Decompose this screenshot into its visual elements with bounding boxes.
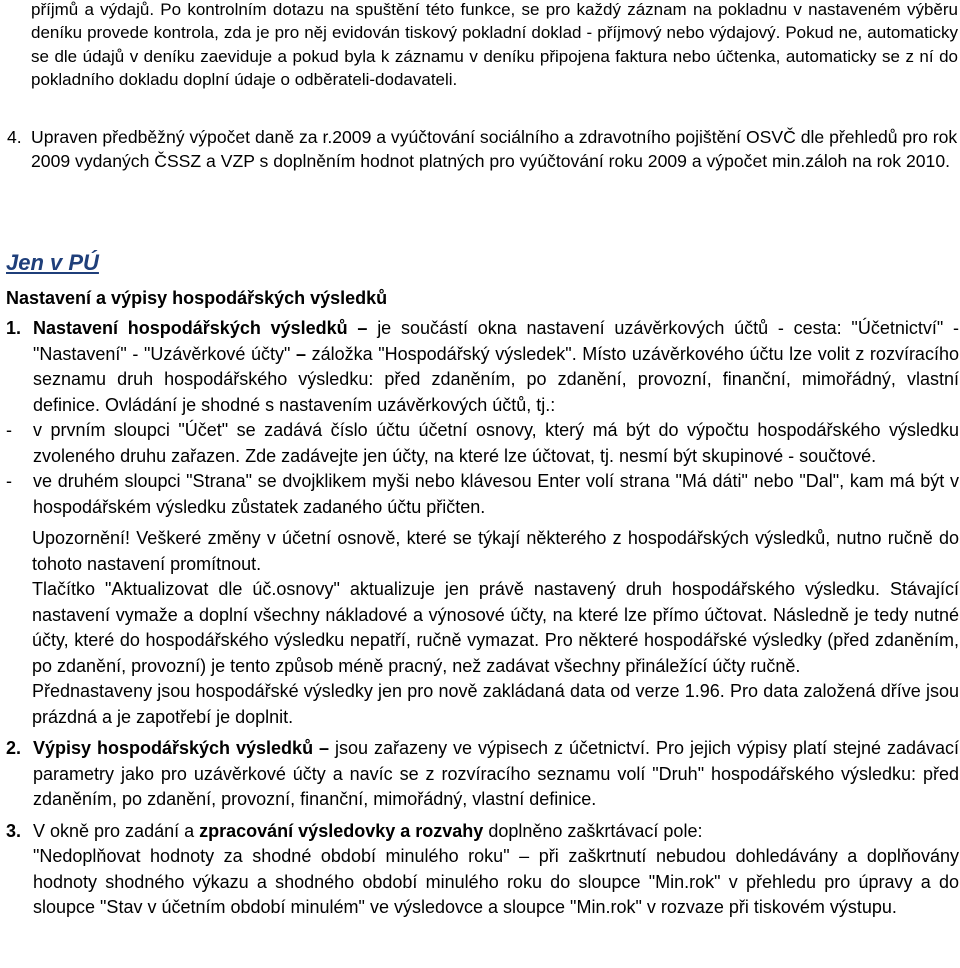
item-3-dash: – <box>519 846 530 866</box>
intro-paragraph: příjmů a výdajů. Po kontrolním dotazu na spuštění této funkce, se pro každý záznam na pokladnu v nastaveném výběru deníku provede kontrola, zda je pro něj evidován tiskový pokladní doklad - příjmový nebo výdajový. Pokud ne, automaticky se dle údajů v deníku zaeviduje a pokud byla k záznamu v deníku připojena faktura nebo účtenka, automaticky se z ní do pokladního dokladu doplní údaje o odběrateli-dodavateli. <box>31 0 958 89</box>
list-item <box>6 418 959 469</box>
item-1-number: 1. <box>6 318 22 338</box>
item-4 <box>7 125 958 174</box>
item-1-text2: záložka "Hospodářský výsledek". Místo uzávěrkového účtu lze volit z rozvíracího seznamu druh hospodářského výsledku: před zdaněním, po zdanění, provozní, finanční, mimořádný, vlastní definice. Ovládání je shodné s nastavením uzávěrkových účtů, tj.: <box>33 343 959 415</box>
bullet-text: v prvním sloupci "Účet" se zadává číslo účtu účetní osnovy, který má být do výpočtu hospodářského výsledku zvoleného druhu zařazen. Zde zadávejte jen účty, na které lze účtovat, tj. nesmí být skupinové - součtové. <box>33 420 959 466</box>
item-3-text-before: V okně pro zadání a <box>33 820 195 841</box>
list-item <box>6 469 959 520</box>
item-2-number: 2. <box>6 738 22 758</box>
item-1-dash2: – <box>296 343 307 364</box>
item-3 <box>6 819 959 921</box>
item-3-text: při zaškrtnutí nebudou dohledávány a doplňovány hodnoty shodného výkazu a shodného období minulého roku do sloupce "Min.rok" v přehledu pro úpravy a do sloupce "Stav v účetním období minulém" ve výsledovce a sloupce "Min.rok" v rozvaze při tiskovém výstupu. <box>33 846 959 917</box>
note-preset: Přednastaveny jsou hospodářské výsledky jen pro nově zakládaná data od verze 1.96. Pro data založená dříve jsou prázdná a je zapotřebí je doplnit. <box>32 681 959 727</box>
section-title: Jen v PÚ <box>6 250 99 275</box>
note-update-button: Tlačítko "Aktualizovat dle úč.osnovy" aktualizuje jen právě nastavený druh hospodářského výsledku. Stávající nastavení vymaže a doplní všechny nákladové a výnosové účty, na které lze přímo účtovat. Následně je tedy nutné účty, které do hospodářského výsledku nepatří, ručně vymazat. Pro některé hospodářské výsledky (před zdaněním, po zdanění, provozní) je tento způsob méně pracný, než zadávat všechny přináležící účty ručně. <box>32 579 959 676</box>
item-3-quote: "Nedoplňovat hodnoty za shodné období minulého roku" <box>33 846 510 866</box>
note-warning: Upozornění! Veškeré změny v účetní osnově, které se týkají některého z hospodářských výsledků, nutno ručně do tohoto nastavení promítnout. <box>32 528 959 574</box>
item-1-text1: je součástí okna nastavení uzávěrkových účtů - cesta: "Účetnictví" - "Nastavení" - "Uzávěrkové účty" <box>33 318 959 364</box>
item-3-number: 3. <box>6 820 22 841</box>
item-2-dash: – <box>319 738 330 758</box>
item-3-text-after: doplněno zaškrtávací pole: <box>488 820 703 841</box>
bullet-text: ve druhém sloupci "Strana" se dvojklikem myši nebo klávesou Enter volí strana "Má dáti" nebo "Dal", kam má být v hospodářském výsledku zůstatek zadaného účtu přičten. <box>33 471 959 517</box>
item-3-label: zpracování výsledovky a rozvahy <box>199 820 484 841</box>
item-1-label: Nastavení hospodářských výsledků <box>33 318 348 338</box>
item-1-dash: – <box>357 318 368 338</box>
bullet-marker: - <box>6 420 12 440</box>
bullet-marker: - <box>6 471 12 491</box>
item-4-text: Upraven předběžný výpočet daně za r.2009 a vyúčtování sociálního a zdravotního pojištění OSVČ dle přehledů pro rok 2009 vydaných ČSSZ a VZP s doplněním hodnot platných pro vyúčtování roku 2009 a výpočet min.záloh na rok 2010. <box>31 127 958 172</box>
main-content <box>6 316 959 921</box>
item-2-label: Výpisy hospodářských výsledků <box>33 738 314 758</box>
item-4-number: 4. <box>7 127 22 147</box>
subsection-title: Nastavení a výpisy hospodářských výsledků <box>6 288 388 308</box>
item-1 <box>6 316 959 418</box>
item-2-text: jsou zařazeny ve výpisech z účetnictví. Pro jejich výpisy platí stejné zadávací parametry jako pro uzávěrkové účty a navíc se z rozvíracího seznamu volí "Druh" hospodářského výsledku: před zdaněním, po zdanění, provozní, finanční, mimořádný, vlastní definice. <box>33 738 959 809</box>
item-2 <box>6 736 959 813</box>
